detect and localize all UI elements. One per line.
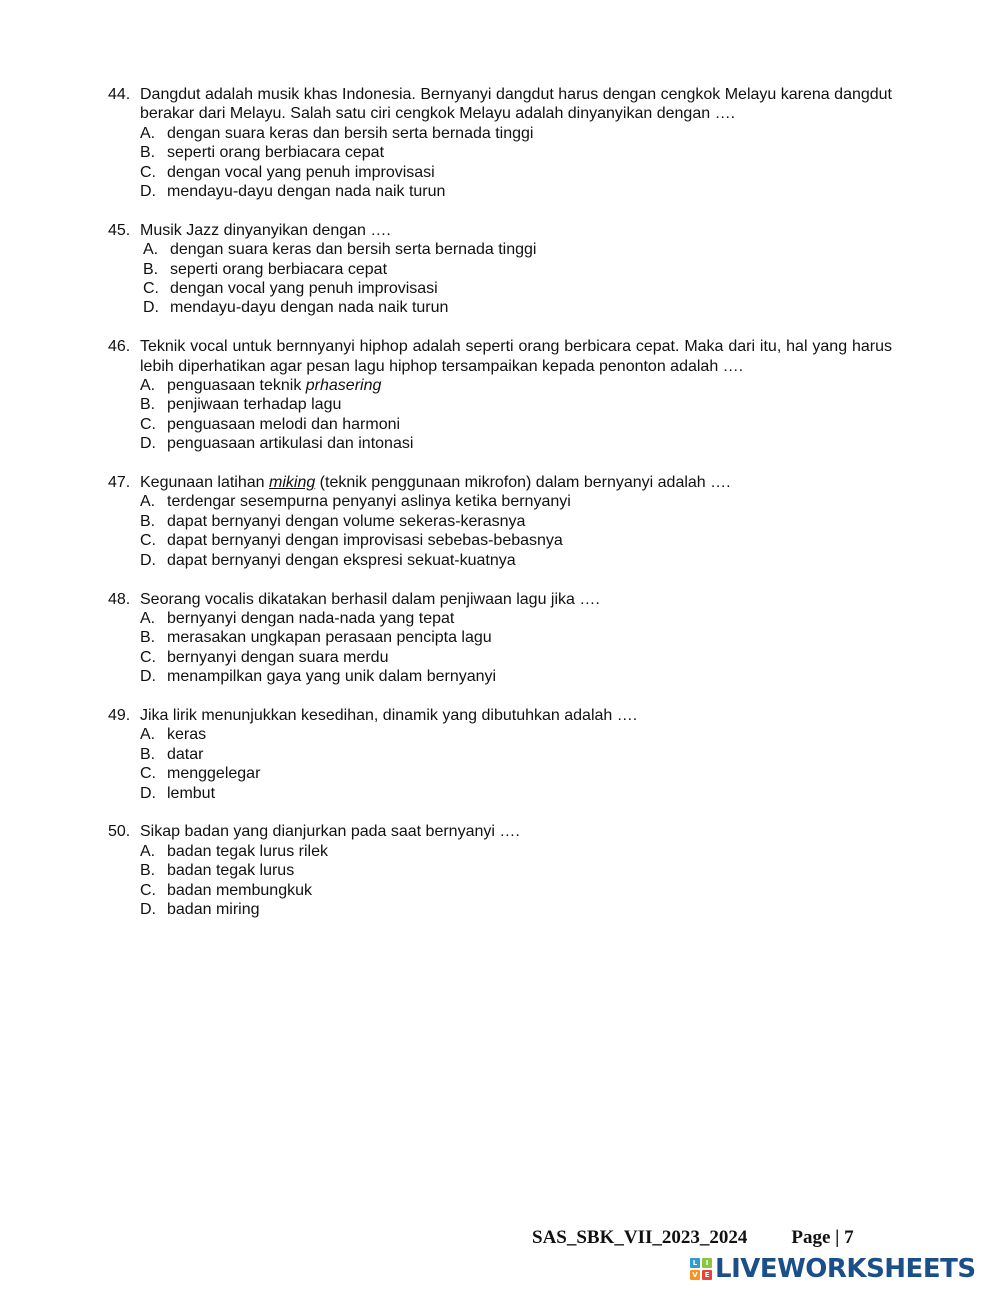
question-number: 44. <box>108 86 131 103</box>
option-letter: B. <box>140 396 156 414</box>
option-letter: B. <box>140 745 156 763</box>
option-text: dapat bernyanyi dengan volume sekeras-kerasnya <box>167 512 526 530</box>
brand-name: LIVEWORKSHEETS <box>715 1254 976 1284</box>
option-text: seperti orang berbiacara cepat <box>170 260 388 278</box>
liveworksheets-logo-icon <box>690 1258 712 1280</box>
option-d[interactable] <box>108 784 892 803</box>
option-text: terdengar sesempurna penyanyi aslinya ketika bernyanyi <box>167 493 571 511</box>
option-text: badan miring <box>167 900 260 918</box>
page-number: Page | 7 <box>791 1227 854 1248</box>
option-list <box>108 492 892 570</box>
question-text: Teknik vocal untuk bernnyanyi hiphop adalah seperti orang berbicara cepat. Maka dari itu, hal yang harus lebih diperhatikan agar pesan lagu hiphop tersampaikan kepada penonton adalah …. <box>140 338 892 375</box>
question-number: 45. <box>108 221 131 239</box>
liveworksheets-brand[interactable] <box>690 1255 976 1283</box>
option-letter: C. <box>140 163 156 181</box>
option-text: dengan suara keras dan bersih serta bernada tinggi <box>167 124 534 142</box>
question-text-wrapper <box>140 473 892 492</box>
option-c[interactable] <box>108 648 892 667</box>
option-text: dengan vocal yang penuh improvisasi <box>170 280 438 298</box>
option-d[interactable] <box>108 182 892 201</box>
option-text: menggelegar <box>167 765 261 783</box>
option-c[interactable] <box>108 531 892 550</box>
option-text: dapat bernyanyi dengan ekspresi sekuat-kuatnya <box>167 551 516 569</box>
option-b[interactable] <box>108 745 892 764</box>
question-list <box>108 85 892 939</box>
question-44 <box>108 85 892 201</box>
question-50 <box>108 822 892 919</box>
option-text: penguasaan teknik <box>167 377 306 395</box>
option-text: dengan vocal yang penuh improvisasi <box>167 163 435 181</box>
question-text-emphasis: miking <box>269 474 316 492</box>
option-d[interactable] <box>108 667 892 686</box>
option-letter: D. <box>140 435 156 453</box>
option-a[interactable] <box>108 124 892 143</box>
question-text-before: Kegunaan latihan <box>140 474 269 492</box>
option-letter: A. <box>143 241 159 259</box>
option-list <box>108 842 892 920</box>
option-letter: B. <box>140 862 156 880</box>
option-letter: C. <box>140 415 156 433</box>
question-text: Sikap badan yang dianjurkan pada saat bernyanyi …. <box>140 823 520 841</box>
option-c[interactable] <box>108 279 892 298</box>
option-letter: B. <box>140 629 156 647</box>
option-letter: A. <box>140 124 156 142</box>
option-text: bernyanyi dengan suara merdu <box>167 648 389 666</box>
option-emphasis: prhasering <box>305 377 382 395</box>
option-text: mendayu-dayu dengan nada naik turun <box>170 299 449 317</box>
option-text: penguasaan melodi dan harmoni <box>167 415 401 433</box>
option-letter: A. <box>140 377 156 395</box>
option-text: merasakan ungkapan perasaan pencipta lagu <box>167 629 492 647</box>
option-b[interactable] <box>108 395 892 414</box>
option-letter: A. <box>140 842 156 860</box>
option-a[interactable] <box>108 240 892 259</box>
option-d[interactable] <box>108 900 892 919</box>
option-b[interactable] <box>108 861 892 880</box>
question-text: Dangdut adalah musik khas Indonesia. Bernyanyi dangdut harus dengan cengkok Melayu karena dangdut berakar dari Melayu. Salah satu ciri cengkok Melayu adalah dinyanyikan dengan …. <box>140 86 892 123</box>
option-a[interactable] <box>108 842 892 861</box>
option-text: badan tegak lurus <box>167 862 295 880</box>
question-46 <box>108 337 892 453</box>
option-letter: C. <box>140 532 156 550</box>
logo-letter-v: V <box>690 1270 700 1280</box>
question-49 <box>108 706 892 803</box>
option-b[interactable] <box>108 512 892 531</box>
option-text: seperti orang berbiacara cepat <box>167 144 385 162</box>
option-b[interactable] <box>108 143 892 162</box>
option-letter: C. <box>140 765 156 783</box>
logo-letter-e: E <box>702 1270 712 1280</box>
option-letter: B. <box>140 512 156 530</box>
question-text: Seorang vocalis dikatakan berhasil dalam penjiwaan lagu jika …. <box>140 590 600 608</box>
option-letter: D. <box>140 551 156 569</box>
option-c[interactable] <box>108 415 892 434</box>
option-text: dapat bernyanyi dengan improvisasi sebebas-bebasnya <box>167 532 563 550</box>
option-letter: D. <box>140 900 156 918</box>
option-text: lembut <box>167 784 216 802</box>
option-text: menampilkan gaya yang unik dalam bernyanyi <box>167 668 497 686</box>
option-b[interactable] <box>108 628 892 647</box>
option-c[interactable] <box>108 163 892 182</box>
option-c[interactable] <box>108 881 892 900</box>
document-code: SAS_SBK_VII_2023_2024 <box>532 1227 748 1248</box>
option-a[interactable] <box>108 725 892 744</box>
option-letter: D. <box>140 784 156 802</box>
option-letter: C. <box>143 280 159 298</box>
logo-letter-i: I <box>702 1258 712 1268</box>
option-a[interactable] <box>108 492 892 511</box>
option-letter: D. <box>143 299 159 317</box>
question-number: 50. <box>108 823 131 841</box>
option-list <box>108 376 892 454</box>
question-text: Jika lirik menunjukkan kesedihan, dinamik yang dibutuhkan adalah …. <box>140 706 638 724</box>
option-text: datar <box>167 745 204 763</box>
option-text: bernyanyi dengan nada-nada yang tepat <box>167 609 455 627</box>
option-b[interactable] <box>108 260 892 279</box>
option-text: dengan suara keras dan bersih serta bernada tinggi <box>170 241 537 259</box>
option-letter: D. <box>140 183 156 201</box>
option-letter: B. <box>143 260 159 278</box>
option-letter: B. <box>140 144 156 162</box>
question-45 <box>108 221 892 318</box>
question-text: Musik Jazz dinyanyikan dengan …. <box>140 221 391 239</box>
option-letter: A. <box>140 493 156 511</box>
question-48 <box>108 590 892 687</box>
option-list <box>108 609 892 687</box>
option-d[interactable] <box>108 434 892 453</box>
question-text-after: (teknik penggunaan mikrofon) dalam bernyanyi adalah …. <box>315 474 731 492</box>
question-number: 47. <box>108 474 131 492</box>
page-footer <box>532 1227 854 1249</box>
option-list <box>108 240 892 318</box>
option-d[interactable] <box>108 551 892 570</box>
option-letter: D. <box>140 668 156 686</box>
logo-letter-l: L <box>690 1258 700 1268</box>
option-text-wrapper <box>167 376 892 395</box>
question-number: 49. <box>108 706 131 724</box>
option-letter: C. <box>140 648 156 666</box>
option-list <box>108 124 892 202</box>
option-a[interactable] <box>108 376 892 395</box>
question-47 <box>108 473 892 570</box>
option-text: penguasaan artikulasi dan intonasi <box>167 435 414 453</box>
option-text: badan tegak lurus rilek <box>167 842 328 860</box>
question-number: 48. <box>108 590 131 608</box>
option-text: penjiwaan terhadap lagu <box>167 396 342 414</box>
question-number: 46. <box>108 338 131 356</box>
option-text: mendayu-dayu dengan nada naik turun <box>167 183 446 201</box>
option-d[interactable] <box>108 298 892 317</box>
option-a[interactable] <box>108 609 892 628</box>
option-text: badan membungkuk <box>167 881 312 899</box>
option-letter: A. <box>140 726 156 744</box>
option-letter: A. <box>140 609 156 627</box>
option-letter: C. <box>140 881 156 899</box>
option-list <box>108 725 892 803</box>
option-c[interactable] <box>108 764 892 783</box>
option-text: keras <box>167 726 207 744</box>
